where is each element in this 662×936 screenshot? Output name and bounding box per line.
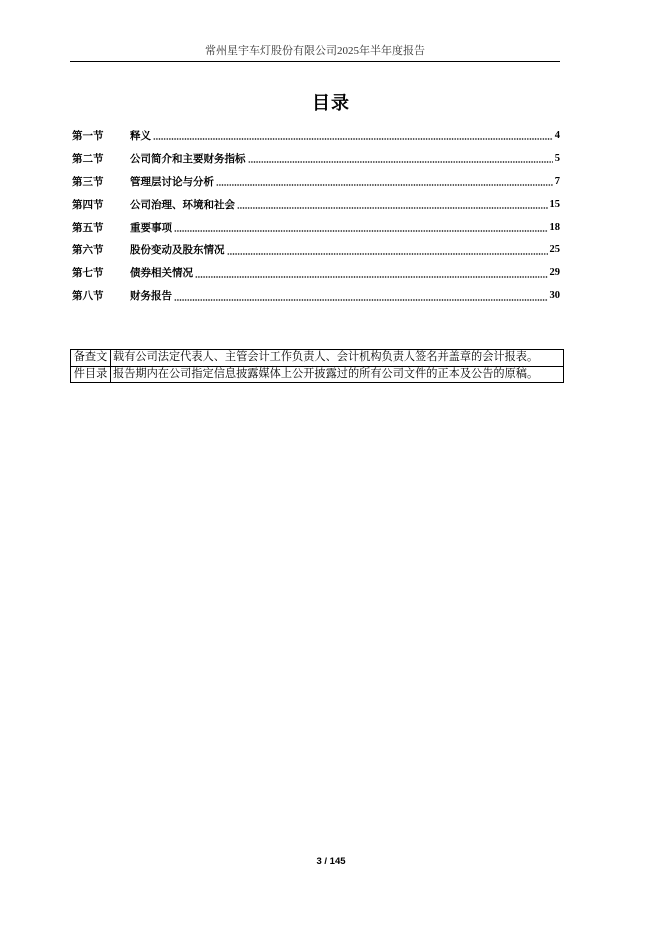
table-of-contents bbox=[72, 124, 560, 307]
toc-page-number: 18 bbox=[549, 221, 560, 233]
toc-page-number: 30 bbox=[549, 290, 560, 302]
toc-entry-2[interactable] bbox=[72, 147, 560, 170]
toc-section-number: 第一节 bbox=[72, 129, 104, 142]
toc-dot-leader bbox=[216, 184, 553, 186]
toc-entry-5[interactable] bbox=[72, 216, 560, 239]
toc-entry-8[interactable] bbox=[72, 284, 560, 307]
toc-entry-4[interactable] bbox=[72, 193, 560, 216]
toc-page-number: 4 bbox=[554, 129, 560, 141]
toc-page-number: 5 bbox=[554, 152, 560, 164]
toc-entry-3[interactable] bbox=[72, 170, 560, 193]
toc-page-number: 15 bbox=[549, 198, 560, 210]
toc-dot-leader bbox=[174, 230, 548, 232]
toc-dot-leader bbox=[153, 138, 553, 140]
toc-section-number: 第八节 bbox=[72, 290, 104, 303]
toc-page-number: 25 bbox=[549, 244, 560, 256]
table-row bbox=[71, 350, 564, 367]
reference-docs-label-line2: 件目录 bbox=[71, 366, 111, 383]
reference-documents-table bbox=[70, 349, 564, 383]
running-header: 常州星宇车灯股份有限公司2025年半年度报告 bbox=[205, 45, 425, 57]
toc-section-number: 第二节 bbox=[72, 152, 104, 165]
toc-section-title: 债券相关情况 bbox=[130, 267, 193, 280]
reference-doc-item: 载有公司法定代表人、主管会计工作负责人、会计机构负责人签名并盖章的会计报表。 bbox=[111, 350, 564, 367]
toc-dot-leader bbox=[237, 207, 548, 209]
toc-section-title: 管理层讨论与分析 bbox=[130, 175, 214, 188]
reference-docs-label-line1: 备查文 bbox=[71, 350, 111, 367]
toc-section-number: 第四节 bbox=[72, 198, 104, 211]
toc-section-number: 第六节 bbox=[72, 244, 104, 257]
toc-dot-leader bbox=[248, 161, 553, 163]
toc-section-title: 重要事项 bbox=[130, 221, 172, 234]
toc-section-title: 财务报告 bbox=[130, 290, 172, 303]
toc-dot-leader bbox=[227, 253, 548, 255]
toc-section-title: 释义 bbox=[130, 129, 151, 142]
toc-section-number: 第五节 bbox=[72, 221, 104, 234]
toc-section-title: 股份变动及股东情况 bbox=[130, 244, 225, 257]
toc-section-title: 公司简介和主要财务指标 bbox=[130, 152, 246, 165]
toc-title: 目录 bbox=[312, 93, 350, 114]
reference-doc-item: 报告期内在公司指定信息披露媒体上公开披露过的所有公司文件的正本及公告的原稿。 bbox=[111, 366, 564, 383]
header-rule bbox=[70, 61, 560, 62]
toc-page-number: 29 bbox=[549, 267, 560, 279]
toc-dot-leader bbox=[195, 276, 548, 278]
toc-entry-7[interactable] bbox=[72, 261, 560, 284]
table-row bbox=[71, 366, 564, 383]
toc-dot-leader bbox=[174, 299, 548, 301]
toc-section-title: 公司治理、环境和社会 bbox=[130, 198, 235, 211]
toc-section-number: 第七节 bbox=[72, 267, 104, 280]
page-number-footer: 3 / 145 bbox=[316, 856, 346, 867]
toc-entry-6[interactable] bbox=[72, 238, 560, 261]
toc-page-number: 7 bbox=[554, 175, 560, 187]
toc-section-number: 第三节 bbox=[72, 175, 104, 188]
toc-entry-1[interactable] bbox=[72, 124, 560, 147]
